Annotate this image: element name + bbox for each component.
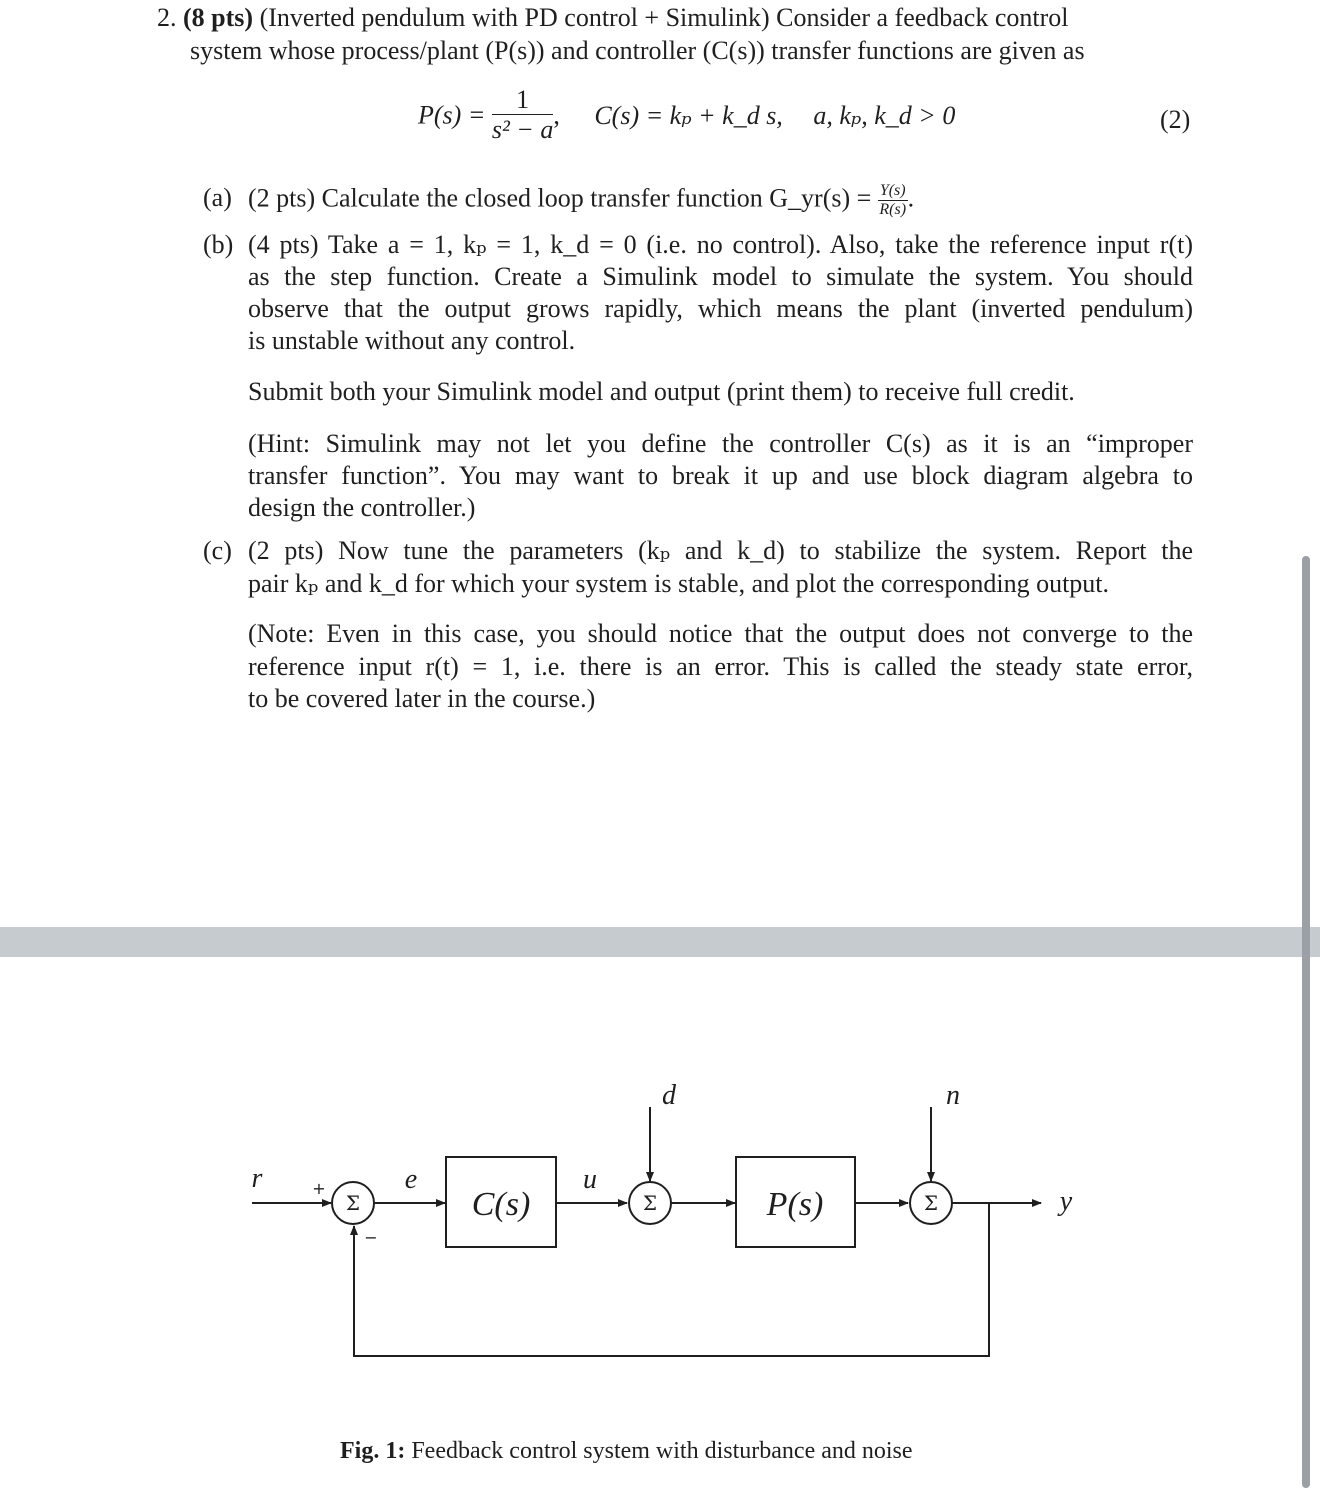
summer-3-symbol: Σ (923, 1191, 939, 1215)
part-b-line: (4 pts) Take a = 1, kₚ = 1, k_d = 0 (i.e. no control). Also, take the reference input r(t) (248, 230, 1193, 259)
problem-intro-text: (Inverted pendulum with PD control + Simulink) Consider a feedback control (259, 3, 1069, 32)
signal-n-label: n (946, 1080, 960, 1111)
page-divider (0, 927, 1320, 957)
plant-numerator: 1 (492, 86, 553, 115)
plant-fraction (492, 86, 553, 145)
problem-intro-line2: system whose process/plant (P(s)) and controller (C(s)) transfer functions are given as (190, 36, 1085, 65)
signal-e-label: e (404, 1164, 418, 1195)
plant-denominator: s² − a (491, 115, 554, 144)
part-a-text (248, 182, 914, 219)
part-b-hint-line: transfer function”. You may want to break it up and use block diagram algebra to (248, 461, 1193, 490)
plant-lhs: P(s) = (418, 100, 486, 130)
signal-y-label: y (1059, 1186, 1073, 1217)
feedback-wire (354, 1203, 989, 1356)
problem-points: (8 pts) (183, 3, 254, 32)
part-b-line: as the step function. Create a Simulink model to simulate the system. You should (248, 262, 1193, 291)
part-a-body: (2 pts) Calculate the closed loop transfer function G_yr(s) = (248, 183, 872, 213)
part-b-hint-line: (Hint: Simulink may not let you define the controller C(s) as it is an “improper (248, 429, 1193, 458)
part-c-note-line: reference input r(t) = 1, i.e. there is an error. This is called the steady state error, (248, 652, 1193, 681)
part-c-line: (2 pts) Now tune the parameters (kₚ and k_d) to stabilize the system. Report the (248, 536, 1193, 565)
minus-sign: − (364, 1228, 378, 1247)
part-c-note-line: to be covered later in the course.) (248, 684, 596, 713)
part-a-end: . (907, 183, 915, 213)
problem-number: 2. (157, 3, 177, 32)
part-b-hint-line: design the controller.) (248, 493, 476, 522)
transfer-fraction (878, 182, 908, 219)
problem-intro-line1 (157, 2, 1194, 34)
equation-2 (418, 86, 955, 150)
part-c-note-line: (Note: Even in this case, you should notice that the output does not converge to the (248, 619, 1193, 648)
figure-caption (340, 1435, 913, 1467)
signal-r-label: r (251, 1163, 263, 1194)
part-b-line: observe that the output grows rapidly, which means the plant (inverted pendulum) (248, 294, 1193, 323)
part-a-label: (a) (203, 183, 232, 212)
transfer-numerator: Y(s) (879, 182, 906, 199)
summer-2-symbol: Σ (642, 1191, 658, 1215)
part-c-label: (c) (203, 536, 232, 565)
signal-d-label: d (662, 1080, 676, 1111)
figure-label: Fig. 1: (340, 1438, 406, 1464)
equation-number: (2) (1160, 105, 1191, 134)
summer-1-symbol: Σ (345, 1191, 361, 1215)
plus-sign: + (312, 1179, 326, 1198)
part-c-line: pair kₚ and k_d for which your system is stable, and plot the corresponding output. (248, 569, 1110, 598)
figure-caption-text: Feedback control system with disturbance and noise (411, 1438, 913, 1464)
block-diagram (230, 1070, 1090, 1380)
part-b-submit: Submit both your Simulink model and output (print them) to receive full credit. (248, 377, 1075, 406)
controller-expression: C(s) = kₚ + k_d s, (594, 100, 783, 130)
vertical-scrollbar[interactable] (1302, 556, 1310, 1488)
part-b-line: is unstable without any control. (248, 326, 576, 355)
plant-separator: , (553, 100, 560, 130)
signal-u-label: u (583, 1164, 597, 1195)
plant-label: P(s) (766, 1186, 824, 1223)
controller-label: C(s) (471, 1186, 531, 1223)
part-b-label: (b) (203, 230, 234, 259)
transfer-denominator: R(s) (879, 201, 907, 218)
parameter-constraint: a, kₚ, k_d > 0 (813, 100, 956, 130)
